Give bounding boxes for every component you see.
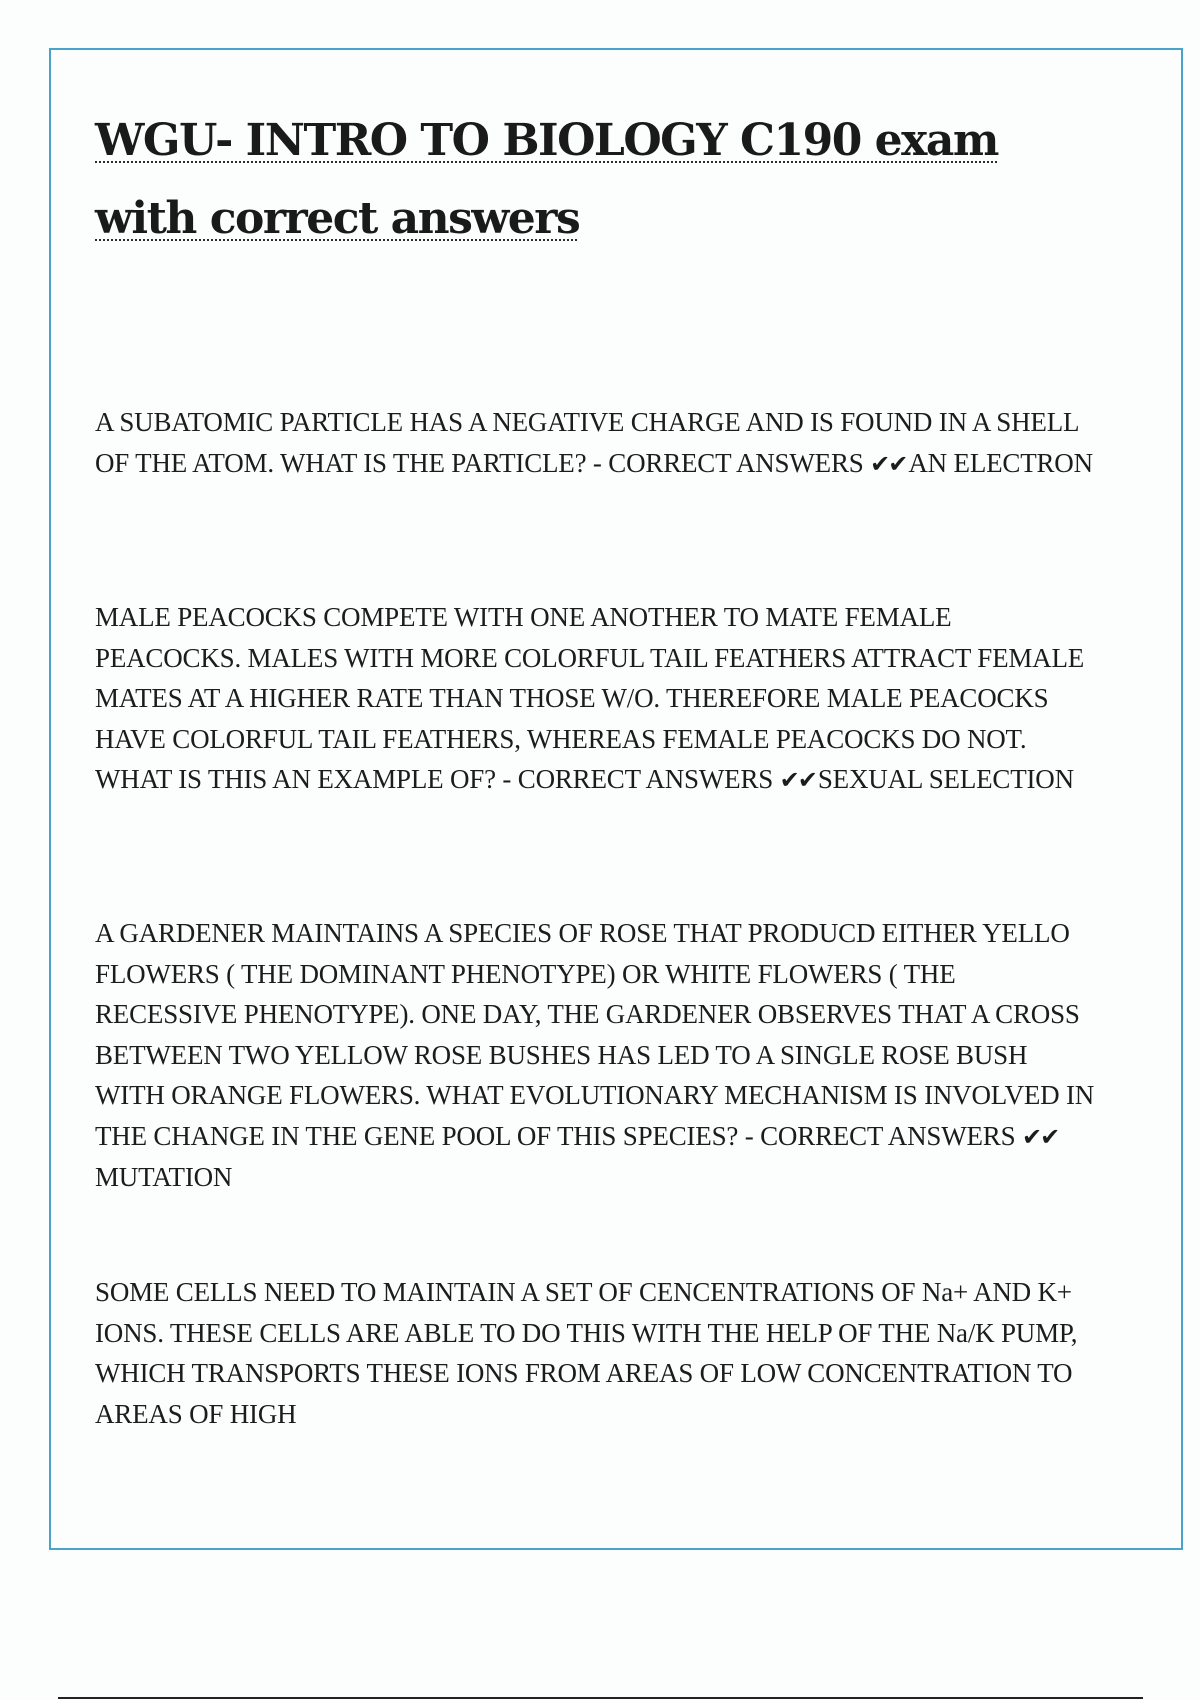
answer-text: MUTATION (95, 1162, 233, 1192)
footer-divider (58, 1697, 1143, 1699)
double-check-icon: ✔✔ (870, 449, 907, 478)
answer-text: SEXUAL SELECTION (817, 764, 1074, 794)
question-text: MALE PEACOCKS COMPETE WITH ONE ANOTHER TO MATE FEMALE PEACOCKS. MALES WITH MORE COLORFUL TAIL FEATHERS ATTRACT FEMALE MATES AT A HIGHER RATE THAN THOSE W/O. THEREFORE MALE PEACOCKS HAVE COLORFUL TAIL FEATHERS, WHEREAS FEMALE PEACOCKS DO NOT. WHAT IS THIS AN EXAMPLE OF? - CORRECT ANSWERS (95, 602, 1091, 794)
double-check-icon: ✔✔ (1021, 1122, 1059, 1151)
qa-item-3 (95, 913, 1101, 1198)
question-text: SOME CELLS NEED TO MAINTAIN A SET OF CENCENTRATIONS OF Na+ AND K+ IONS. THESE CELLS ARE ABLE TO DO THIS WITH THE HELP OF THE Na/K PUMP, WHICH TRANSPORTS THESE IONS FROM AREAS OF LOW CONCENTRATION TO AREAS OF HIGH (95, 1277, 1084, 1429)
qa-item-2 (95, 597, 1095, 801)
double-check-icon: ✔✔ (779, 766, 816, 794)
qa-item-1 (95, 402, 1095, 484)
question-text: A GARDENER MAINTAINS A SPECIES OF ROSE THAT PRODUCD EITHER YELLO FLOWERS ( THE DOMINANT PHENOTYPE) OR WHITE FLOWERS ( THE RECESSIVE PHENOTYPE). ONE DAY, THE GARDENER OBSERVES THAT A CROSS BETWEEN TWO YELLOW ROSE BUSHES HAS LED TO A SINGLE ROSE BUSH WITH ORANGE FLOWERS. WHAT EVOLUTIONARY MECHANISM IS INVOLVED IN THE CHANGE IN THE GENE POOL OF THIS SPECIES? - CORRECT ANSWERS (95, 918, 1101, 1151)
qa-item-4 (95, 1272, 1095, 1434)
question-text: A SUBATOMIC PARTICLE HAS A NEGATIVE CHARGE AND IS FOUND IN A SHELL OF THE ATOM. WHAT IS THE PARTICLE? - CORRECT ANSWERS (95, 407, 1085, 478)
document-title: WGU- INTRO TO BIOLOGY C190 exam with correct answers (95, 115, 998, 244)
answer-text: AN ELECTRON (908, 447, 1093, 478)
